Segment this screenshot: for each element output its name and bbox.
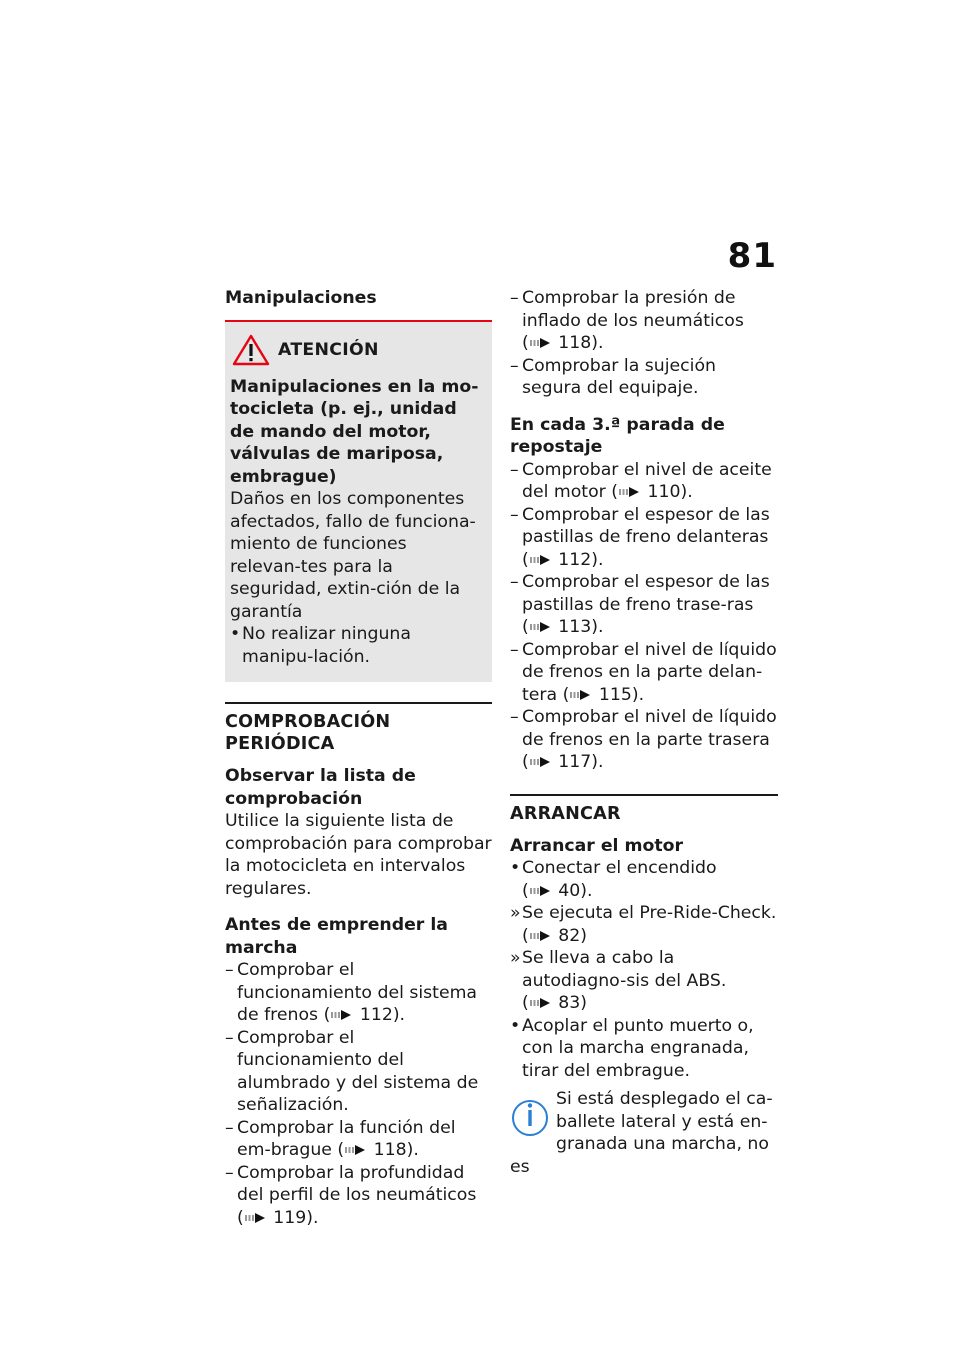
page-reference[interactable]: ( 110).	[611, 482, 693, 502]
list-item-text: Conectar el encendido	[522, 858, 717, 878]
list-marker: •	[510, 858, 521, 878]
page-reference[interactable]: ( 117).	[522, 752, 604, 772]
start-engine-heading: Arrancar el motor	[510, 835, 684, 856]
list-item-text: Comprobar la presión de inflado de los neumáticos	[522, 288, 744, 331]
list-item: – Comprobar el espesor de las pastillas de freno trase-ras ( 113).	[510, 572, 770, 637]
page-reference-number: 117).	[558, 752, 604, 772]
arrow-ref-icon	[529, 620, 553, 634]
list-item-text: Acoplar el punto muerto o, con la marcha engranada, tirar del embrague.	[522, 1015, 754, 1081]
checklist-body: Utilice la siguiente lista de comprobación para comprobar la motocicleta en intervalos regulares.	[225, 811, 492, 899]
list-item-text: Comprobar el nivel de aceite del motor	[522, 459, 772, 502]
arrow-ref-icon	[529, 755, 553, 769]
checklist-heading: Observar la lista de comprobación	[225, 766, 416, 809]
arrow-ref-icon	[529, 929, 553, 943]
info-icon	[510, 1094, 550, 1140]
warning-body: Daños en los componentes afectados, fallo de funciona-miento de funciones relevan-tes para la seguridad, extin-ción de la garantía	[230, 489, 476, 622]
page-reference[interactable]: ( 83)	[522, 993, 587, 1013]
section-title-periodic-check: COMPROBACIÓN PERIÓDICA	[225, 702, 492, 755]
arrow-ref-icon	[330, 1008, 354, 1022]
right-column	[510, 287, 778, 1178]
page-reference[interactable]: ( 115).	[562, 684, 645, 705]
list-item-text: Se ejecuta el Pre-Ride-Check.	[522, 903, 777, 923]
list-marker: •	[510, 1015, 521, 1036]
list-item-text: Comprobar la profundidad del perfil de los neumáticos	[237, 1162, 477, 1205]
section-title-start: ARRANCAR	[510, 794, 778, 825]
arrow-ref-icon	[244, 1211, 268, 1225]
page-reference[interactable]: ( 113).	[522, 617, 604, 637]
refuel-heading: En cada 3.ª parada de repostaje	[510, 414, 725, 457]
list-marker: »	[510, 903, 521, 923]
refuel-list	[510, 459, 778, 774]
list-item: – Comprobar el espesor de las pastillas de freno delanteras ( 112).	[510, 504, 770, 570]
page-reference[interactable]: ( 112).	[323, 1005, 406, 1025]
warning-header	[232, 330, 482, 370]
manipulations-heading: Manipulaciones	[225, 288, 377, 308]
arrow-ref-icon	[529, 553, 553, 567]
page-reference-number: 40).	[558, 880, 593, 901]
before-ride-list	[225, 959, 492, 1229]
info-note-text: Si está desplegado el ca-ballete lateral y está en-granada una marcha, no es	[510, 1089, 773, 1177]
arrow-ref-icon	[529, 336, 553, 350]
page-reference-number: 110).	[647, 482, 693, 502]
info-note	[510, 1088, 778, 1178]
list-item-text: Se lleva a cabo la autodiagno-sis del ABS.	[522, 948, 727, 991]
page-reference-number: 113).	[558, 617, 604, 637]
list-item: – Comprobar el funcionamiento del alumbrado y del sistema de señalización.	[225, 1027, 479, 1115]
list-item-text: Comprobar el espesor de las pastillas de freno trase-ras	[522, 572, 770, 615]
page-reference-number: 115).	[598, 684, 645, 705]
page-reference[interactable]: ( 118).	[337, 1140, 419, 1160]
warning-label: ATENCIÓN	[278, 339, 379, 360]
arrow-ref-icon	[569, 688, 593, 702]
before-ride-heading: Antes de emprender la marcha	[225, 915, 448, 958]
list-item: – Comprobar el nivel de líquido de frenos en la parte trasera ( 117).	[510, 707, 777, 772]
list-marker: »	[510, 948, 521, 968]
list-item-text: Comprobar el funcionamiento del sistema de frenos	[237, 960, 478, 1025]
start-engine-list	[510, 857, 778, 1082]
page-reference-number: 118).	[373, 1140, 419, 1160]
list-item: – Comprobar el nivel de líquido de frenos en la parte delan-tera ( 115).	[510, 639, 777, 705]
page-number: 81	[727, 236, 777, 276]
page-reference-number: 82)	[558, 925, 587, 946]
page-reference-number: 118).	[558, 333, 604, 353]
page-reference[interactable]: ( 40).	[522, 880, 593, 901]
arrow-ref-icon	[529, 996, 553, 1010]
left-column	[225, 287, 492, 1229]
page-reference-number: 83)	[558, 993, 587, 1013]
page-reference-number: 112).	[359, 1005, 406, 1025]
page-reference[interactable]: ( 119).	[237, 1207, 319, 1228]
page-reference-number: 119).	[273, 1207, 319, 1228]
list-item-text: Comprobar el funcionamiento del alumbrado y del sistema de señalización.	[237, 1027, 479, 1115]
list-item: – Comprobar el nivel de aceite del motor ( 110).	[510, 459, 772, 502]
warning-bullet-text: No realizar ninguna manipu-lación.	[242, 624, 411, 667]
arrow-ref-icon	[618, 485, 642, 499]
checks-continued-list	[510, 287, 778, 400]
list-item-text: Comprobar la función del em-brague	[237, 1117, 456, 1160]
list-item: – Comprobar la función del em-brague ( 118).	[225, 1117, 456, 1160]
page-reference[interactable]: ( 82)	[522, 925, 587, 946]
list-item	[510, 857, 778, 902]
warning-triangle-icon	[232, 334, 270, 366]
list-item	[510, 902, 778, 947]
warning-bullet: • No realizar ninguna manipu-lación.	[230, 624, 411, 667]
list-item-text: Comprobar el nivel de líquido de frenos en la parte delan-tera	[522, 639, 777, 705]
list-item: – Comprobar la sujeción segura del equipaje.	[510, 355, 717, 398]
list-item: – Comprobar la presión de inflado de los neumáticos ( 118).	[510, 288, 744, 353]
list-item-text: Comprobar el nivel de líquido de frenos en la parte trasera	[522, 707, 777, 750]
list-item	[510, 947, 778, 1015]
arrow-ref-icon	[529, 884, 553, 898]
list-item: – Comprobar la profundidad del perfil de los neumáticos ( 119).	[225, 1162, 477, 1228]
list-item-text: Comprobar el espesor de las pastillas de freno delanteras	[522, 504, 770, 547]
page-reference-number: 112).	[558, 549, 604, 570]
warning-box	[225, 320, 492, 683]
page-reference[interactable]: ( 112).	[522, 549, 604, 570]
arrow-ref-icon	[344, 1143, 368, 1157]
list-item-text: Comprobar la sujeción segura del equipaje.	[522, 355, 717, 398]
page-reference[interactable]: ( 118).	[522, 333, 604, 353]
warning-title: Manipulaciones en la mo-tocicleta (p. ej., unidad de mando del motor, válvulas de mariposa, embrague)	[230, 376, 479, 487]
list-item: – Comprobar el funcionamiento del sistema de frenos ( 112).	[225, 960, 478, 1025]
list-item	[510, 1015, 778, 1083]
